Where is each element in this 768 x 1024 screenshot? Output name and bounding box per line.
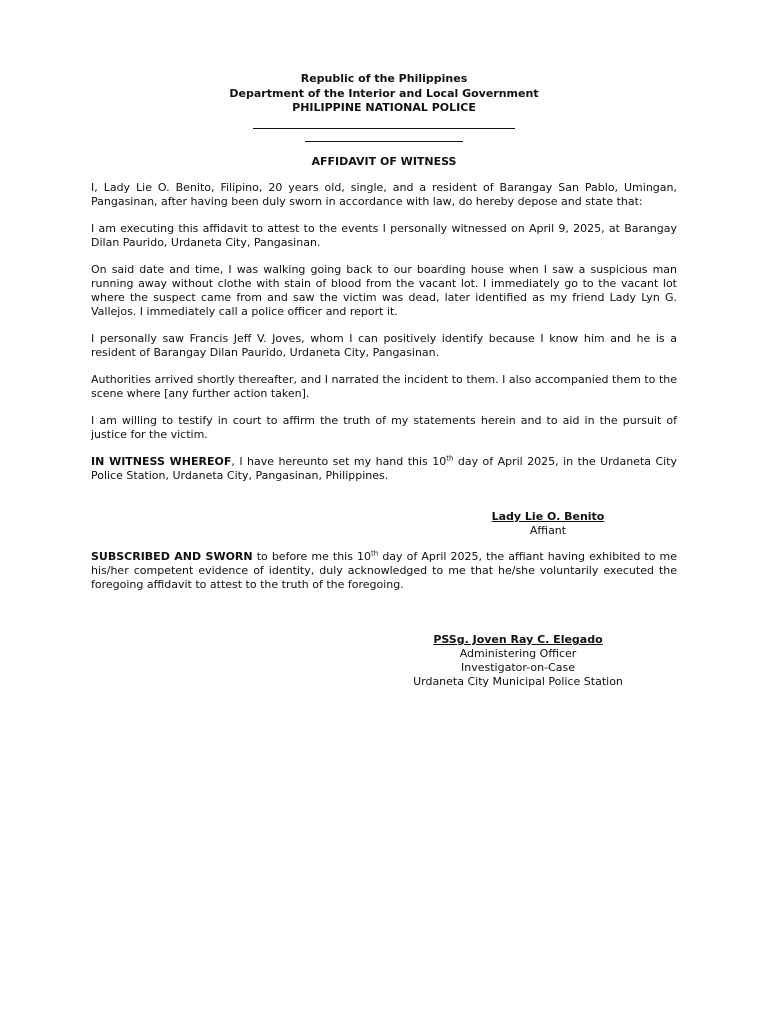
jurat-text-after: day of April 2025, the affiant having exhibited to me his/her competent evidence of identity, duly acknowledged to me that he/she voluntarily executed the foregoing affidavit to attest to the truth of the foregoing.	[91, 550, 678, 591]
officer-name: PSSg. Joven Ray C. Elegado	[433, 633, 603, 646]
paragraph-purpose: I am executing this affidavit to attest to the events I personally witnessed on April 9, 2025, at Barangay Dilan Paurido, Urdaneta City, Pangasinan.	[91, 222, 677, 249]
jurat-paragraph	[91, 550, 677, 592]
affiant-name: Lady Lie O. Benito	[491, 510, 605, 523]
officer-signature-block	[395, 633, 641, 689]
jurat-text-before: to before me this 10	[252, 550, 372, 563]
witness-whereof-text-before: , I have hereunto set my hand this 10	[231, 455, 447, 468]
letterhead	[0, 72, 768, 142]
affiant-signature-block	[478, 510, 618, 538]
witness-whereof-ordinal: th	[446, 454, 454, 463]
letterhead-blank-line-1	[253, 116, 515, 129]
paragraph-authorities: Authorities arrived shortly thereafter, and I narrated the incident to them. I also accompanied them to the scene where [any further action taken].	[91, 373, 677, 400]
witness-whereof-text-after: day of April 2025, in the Urdaneta City Police Station, Urdaneta City, Pangasinan, Philippines.	[91, 455, 678, 482]
letterhead-agency: PHILIPPINE NATIONAL POLICE	[292, 101, 476, 114]
affidavit-body	[91, 181, 677, 483]
jurat	[91, 550, 677, 592]
letterhead-blank-line-2	[305, 129, 463, 142]
jurat-lead: SUBSCRIBED AND SWORN	[91, 550, 253, 563]
paragraph-identification: I personally saw Francis Jeff V. Joves, whom I can positively identify because I know him and he is a resident of Barangay Dilan Paurido, Urdaneta City, Pangasinan.	[91, 332, 677, 359]
officer-position: Investigator-on-Case	[461, 661, 575, 674]
paragraph-witness-whereof	[91, 455, 677, 483]
affiant-role: Affiant	[529, 524, 567, 537]
officer-station: Urdaneta City Municipal Police Station	[413, 675, 623, 688]
paragraph-identity: I, Lady Lie O. Benito, Filipino, 20 years old, single, and a resident of Barangay San Pablo, Umingan, Pangasinan, after having been duly sworn in accordance with law, do hereby depose and state that:	[91, 181, 677, 208]
paragraph-willingness: I am willing to testify in court to affirm the truth of my statements herein and to aid in the pursuit of justice for the victim.	[91, 414, 677, 441]
officer-title: Administering Officer	[459, 647, 577, 660]
document-title: AFFIDAVIT OF WITNESS	[311, 155, 457, 168]
letterhead-department: Department of the Interior and Local Government	[229, 86, 539, 100]
witness-whereof-lead: IN WITNESS WHEREOF	[91, 455, 232, 468]
paragraph-incident: On said date and time, I was walking going back to our boarding house when I saw a suspicious man running away without clothe with stain of blood from the vacant lot. I immediately go to the vacant lot where the suspect came from and saw the victim was dead, later identified as my friend Lady Lyn G. Vallejos. I immediately call a police officer and report it.	[91, 263, 677, 318]
letterhead-republic: Republic of the Philippines	[300, 72, 468, 85]
jurat-ordinal: th	[371, 549, 379, 558]
